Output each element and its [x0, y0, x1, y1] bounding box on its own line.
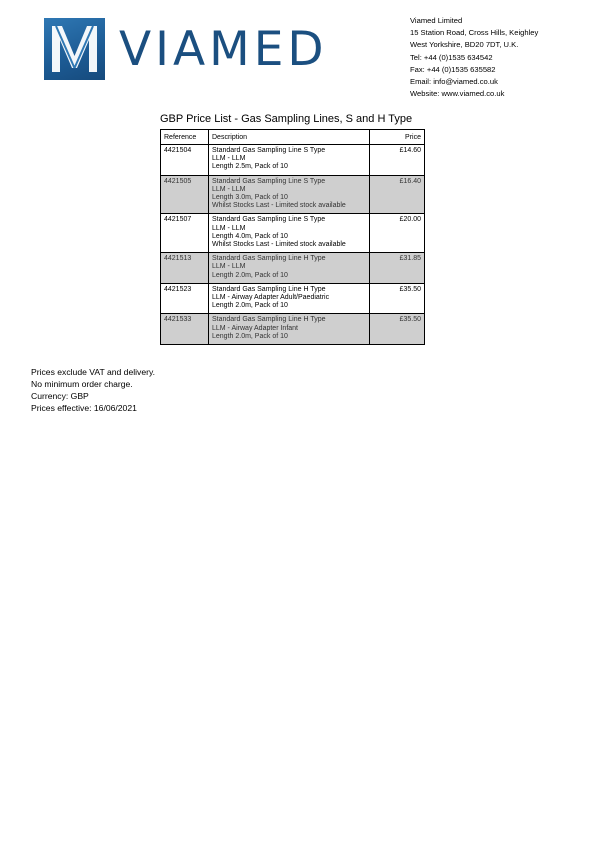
- column-header-reference: Reference: [161, 130, 209, 145]
- description-line: LLM - LLM: [212, 263, 246, 271]
- row-description: [209, 253, 370, 284]
- row-description: [209, 175, 370, 214]
- viamed-logo: [44, 18, 328, 80]
- table-row: [161, 175, 425, 214]
- row-reference: 4421507: [161, 214, 209, 253]
- table-row: [161, 145, 425, 176]
- address-line: Tel: +44 (0)1535 634542: [410, 52, 493, 62]
- row-description: [209, 214, 370, 253]
- row-reference: 4421523: [161, 283, 209, 314]
- description-line: Length 2.0m, Pack of 10: [212, 302, 288, 310]
- price-table: [160, 129, 425, 345]
- email-link[interactable]: Email: info@viamed.co.uk: [410, 77, 498, 87]
- column-header-description: Description: [209, 130, 370, 145]
- description-line: Standard Gas Sampling Line H Type: [212, 285, 326, 293]
- address-line: West Yorkshire, BD20 7DT, U.K.: [410, 40, 519, 50]
- row-reference: 4421504: [161, 145, 209, 176]
- description-line: Standard Gas Sampling Line S Type: [212, 147, 326, 154]
- description-line: Length 3.0m, Pack of 10: [212, 194, 288, 202]
- company-address: [410, 15, 538, 100]
- page-title: GBP Price List - Gas Sampling Lines, S and H Type: [160, 113, 413, 125]
- website-link[interactable]: Website: www.viamed.co.uk: [410, 89, 505, 99]
- table-row: [161, 253, 425, 284]
- description-line: LLM - LLM: [212, 224, 246, 232]
- description-line: Standard Gas Sampling Line S Type: [212, 216, 326, 224]
- description-line: Length 2.0m, Pack of 10: [212, 271, 288, 279]
- description-line: Whilst Stocks Last - Limited stock available: [212, 241, 346, 249]
- description-line: LLM - LLM: [212, 185, 246, 193]
- description-line: LLM - LLM: [212, 155, 246, 163]
- row-price: £35.50: [370, 283, 425, 314]
- description-line: LLM - Airway Adapter Adult/Paediatric: [212, 294, 330, 302]
- table-row: [161, 314, 425, 345]
- table-header-row: [161, 130, 425, 145]
- description-line: Length 4.0m, Pack of 10: [212, 232, 288, 240]
- description-line: Whilst Stocks Last - Limited stock available: [212, 202, 346, 210]
- row-reference: 4421533: [161, 314, 209, 345]
- row-description: [209, 283, 370, 314]
- table-row: [161, 283, 425, 314]
- address-line: Viamed Limited: [410, 16, 463, 25]
- row-description: [209, 314, 370, 345]
- row-reference: 4421513: [161, 253, 209, 284]
- description-line: Standard Gas Sampling Line H Type: [212, 316, 326, 324]
- description-line: Standard Gas Sampling Line S Type: [212, 177, 326, 185]
- row-price: £16.40: [370, 175, 425, 214]
- row-price: £31.85: [370, 253, 425, 284]
- description-line: Length 2.0m, Pack of 10: [212, 332, 288, 340]
- table-row: [161, 214, 425, 253]
- address-line: 15 Station Road, Cross Hills, Keighley: [410, 28, 539, 38]
- row-price: £35.50: [370, 314, 425, 345]
- row-reference: 4421505: [161, 175, 209, 214]
- description-line: Length 2.5m, Pack of 10: [212, 163, 288, 171]
- column-header-price: Price: [370, 130, 425, 145]
- description-line: LLM - Airway Adapter Infant: [212, 324, 298, 332]
- address-line: Fax: +44 (0)1535 635582: [410, 64, 496, 74]
- note-line: Currency: GBP: [31, 391, 89, 401]
- row-price: £14.60: [370, 145, 425, 176]
- row-description: [209, 145, 370, 176]
- price-notes: [31, 366, 155, 414]
- description-line: Standard Gas Sampling Line H Type: [212, 255, 326, 263]
- row-price: £20.00: [370, 214, 425, 253]
- viamed-logo-mark-icon: [44, 18, 105, 80]
- note-line: No minimum order charge.: [31, 379, 133, 389]
- note-line: Prices exclude VAT and delivery.: [31, 367, 156, 377]
- logo-wordmark: VIAMED: [119, 21, 328, 77]
- note-line: Prices effective: 16/06/2021: [31, 403, 137, 413]
